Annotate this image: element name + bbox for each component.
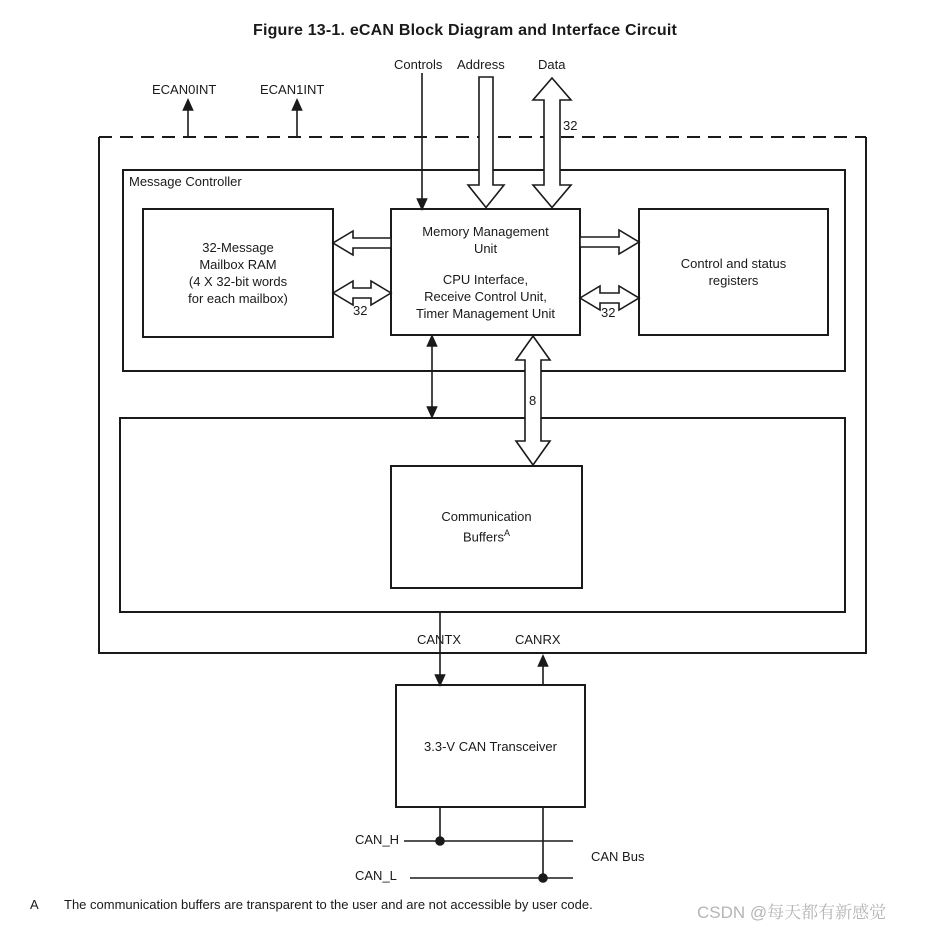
footnote-marker: A	[30, 897, 39, 912]
mmu-buffers-width-label: 8	[529, 393, 537, 408]
transceiver-label: 3.3-V CAN Transceiver	[424, 738, 557, 754]
cantx-arrowhead-icon	[436, 675, 445, 685]
mmu-line1: Memory Management	[422, 223, 549, 239]
mmu-line3: CPU Interface,	[442, 271, 529, 287]
address-label: Address	[457, 57, 505, 72]
data-bus-arrow	[533, 78, 571, 208]
mailbox-ram-line1: 32-Message	[202, 240, 274, 255]
message-controller-label: Message Controller	[129, 174, 242, 189]
can-bus-label: CAN Bus	[591, 849, 645, 864]
registers-text	[639, 209, 828, 335]
can-l-junction-dot	[539, 874, 547, 882]
figure-title: Figure 13-1. eCAN Block Diagram and Interface Circuit	[252, 22, 678, 39]
comm-buffers-text	[391, 466, 582, 588]
comm-buffers-word: Buffers	[463, 529, 504, 545]
mmu-text-gap	[416, 257, 555, 271]
watermark: CSDN @每天都有新感觉	[697, 903, 887, 922]
mmu-buffer-down-arrowhead-icon	[428, 407, 437, 417]
data-label: Data	[538, 57, 566, 72]
mmu-line2: Unit	[473, 240, 498, 256]
mailbox-mmu-width-label: 32	[353, 303, 368, 318]
can-h-junction-dot	[436, 837, 444, 845]
ecan0int-label: ECAN0INT	[152, 82, 217, 97]
comm-buffers-line1: Communication	[441, 509, 532, 525]
comm-buffers-line2	[441, 525, 531, 545]
mailbox-ram-line3: (4 X 32-bit words	[188, 274, 288, 289]
mailbox-ram-line2: Mailbox RAM	[199, 257, 277, 272]
footnote-text: The communication buffers are transparent to the user and are not accessible by user code.	[64, 897, 593, 912]
mmu-text	[391, 209, 580, 335]
ecan1int-arrowhead-icon	[293, 100, 302, 110]
mailbox-ram-line4: for each mailbox)	[188, 291, 288, 306]
controls-label: Controls	[394, 57, 443, 72]
ecan0int-arrowhead-icon	[184, 100, 193, 110]
mmu-to-registers-arrow	[580, 230, 639, 254]
can-h-label: CAN_H	[355, 832, 400, 847]
mmu-line5: Timer Management Unit	[416, 305, 555, 321]
data-bus-width-label: 32	[563, 118, 578, 133]
mmu-to-mailbox-arrow	[333, 231, 391, 255]
mmu-line4: Receive Control Unit,	[424, 288, 547, 304]
canrx-arrowhead-icon	[539, 656, 548, 666]
mmu-registers-width-label: 32	[601, 305, 616, 320]
registers-line1: Control and status	[680, 256, 787, 271]
mailbox-ram-text	[143, 209, 333, 337]
canrx-label: CANRX	[515, 632, 561, 647]
registers-line2: registers	[708, 273, 759, 288]
mmu-buffer-up-arrowhead-icon	[428, 336, 437, 346]
ecan1int-label: ECAN1INT	[260, 82, 325, 97]
comm-buffers-footnote-ref: A	[503, 528, 510, 539]
mailbox-mmu-double-arrow	[333, 281, 391, 305]
cantx-label: CANTX	[417, 632, 462, 647]
address-bus-arrow	[468, 77, 504, 208]
transceiver-text	[396, 685, 585, 807]
controls-arrowhead-icon	[418, 199, 427, 209]
can-l-label: CAN_L	[355, 868, 397, 883]
